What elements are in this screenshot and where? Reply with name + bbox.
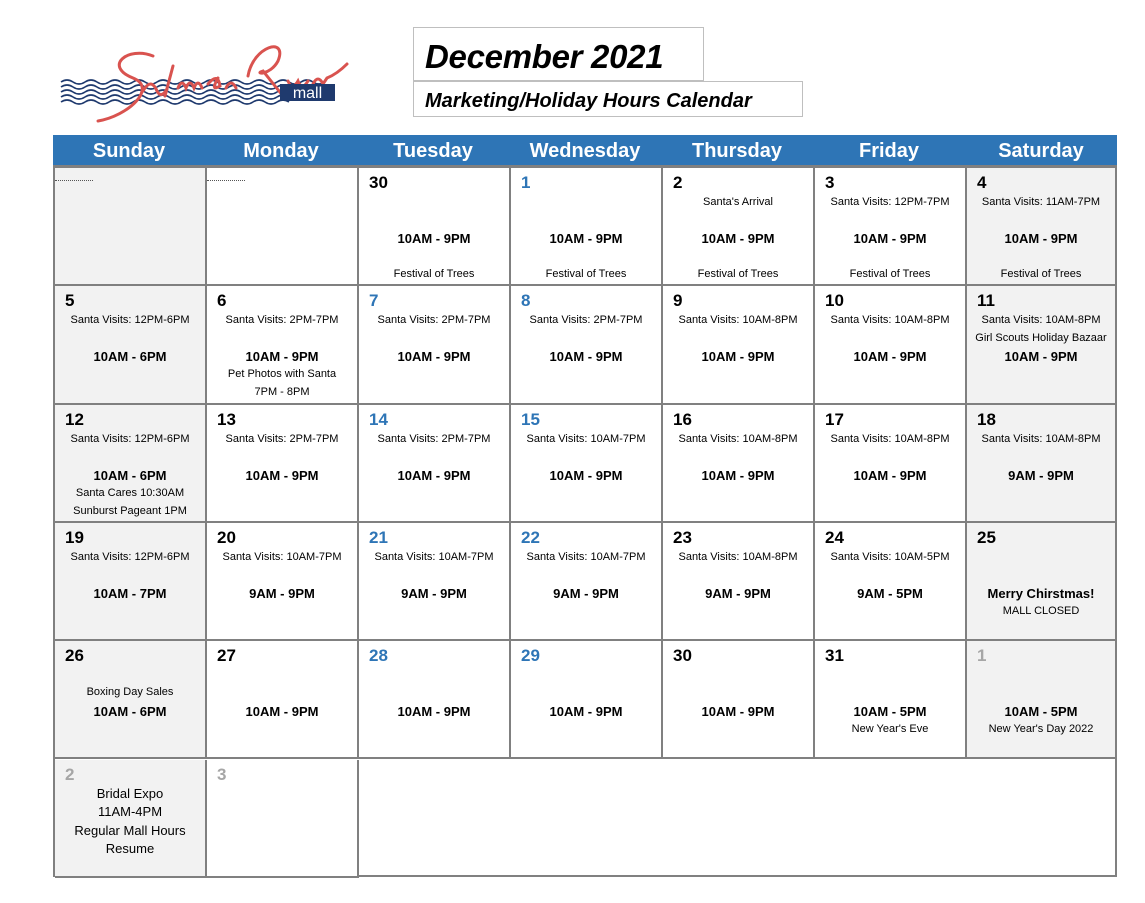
day-cell: [815, 523, 967, 641]
day-cell: [55, 168, 207, 286]
mall-hours: 10AM - 5PM: [1004, 704, 1078, 720]
mall-hours: 10AM - 5PM: [853, 704, 927, 720]
mall-hours: 10AM - 9PM: [397, 704, 471, 720]
event-note: Girl Scouts Holiday Bazaar: [975, 332, 1107, 345]
event-note: Resume: [105, 841, 155, 856]
day-cell: [55, 523, 207, 641]
event-note: New Year's Day 2022: [988, 723, 1094, 736]
santa-visits: Santa Visits: 10AM-8PM: [678, 432, 798, 445]
day-cell: [207, 286, 359, 404]
day-cell: [207, 405, 359, 523]
mall-hours: 9AM - 9PM: [1008, 467, 1074, 483]
santa-visits: Santa's Arrival: [703, 196, 773, 208]
day-number: 26: [65, 646, 84, 666]
mall-hours: 10AM - 9PM: [701, 231, 775, 246]
mall-hours: 10AM - 9PM: [1004, 349, 1078, 365]
mall-hours: 10AM - 9PM: [549, 704, 623, 720]
santa-visits: Santa Visits: 12PM-6PM: [70, 550, 190, 563]
santa-visits: Santa Visits: 10AM-7PM: [374, 550, 494, 563]
santa-visits: Santa Visits: 10AM-8PM: [830, 432, 950, 445]
mall-hours: 10AM - 9PM: [245, 704, 319, 720]
day-number: 6: [217, 291, 227, 311]
day-cell: [359, 523, 511, 641]
subtitle-box: [413, 81, 803, 117]
mall-hours: 10AM - 9PM: [701, 467, 775, 483]
title-box: [413, 27, 704, 81]
day-cell: [359, 286, 511, 404]
day-number: 29: [521, 646, 540, 666]
mall-hours: 10AM - 9PM: [397, 467, 471, 483]
santa-visits: Santa Visits: 10AM-5PM: [830, 550, 950, 563]
santa-visits: Santa Visits: 10AM-8PM: [678, 550, 798, 563]
mall-hours: 9AM - 9PM: [705, 585, 771, 601]
mall-hours: 10AM - 9PM: [853, 231, 927, 246]
mall-hours: 9AM - 5PM: [857, 585, 923, 601]
santa-visits: Santa Visits: 2PM-7PM: [377, 314, 491, 327]
weekday-thursday: Thursday: [691, 140, 783, 162]
santa-visits: Santa Visits: 2PM-7PM: [225, 314, 339, 327]
day-number: 30: [673, 646, 692, 666]
day-cell: [55, 286, 207, 404]
day-cell: [815, 168, 967, 286]
mall-hours: 10AM - 9PM: [245, 467, 319, 483]
mall-hours: 10AM - 6PM: [93, 704, 167, 720]
event-note: Sunburst Pageant 1PM: [73, 504, 187, 517]
event-note: Boxing Day Sales: [86, 686, 174, 699]
day-cell: [663, 405, 815, 523]
page-title: December 2021: [425, 38, 664, 75]
day-number: 7: [369, 291, 379, 311]
santa-visits: Santa Visits: 2PM-7PM: [377, 432, 491, 445]
day-cell: [511, 168, 663, 286]
day-number: 24: [825, 527, 844, 547]
day-cell: [55, 760, 207, 878]
placeholder-dash: [55, 180, 93, 181]
mall-hours: 10AM - 9PM: [853, 467, 927, 483]
santa-visits: Santa Visits: 12PM-6PM: [70, 432, 190, 445]
santa-visits: Santa Visits: 2PM-7PM: [529, 314, 643, 327]
day-cell: [967, 641, 1115, 759]
santa-visits: Santa Visits: 12PM-6PM: [70, 314, 190, 327]
day-cell: [815, 405, 967, 523]
day-number: 5: [65, 291, 75, 311]
day-number: 30: [369, 173, 388, 192]
mall-hours: 10AM - 9PM: [853, 349, 927, 365]
day-number: 20: [217, 527, 236, 547]
event-note: New Year's Eve: [851, 723, 929, 736]
day-number: 1: [521, 173, 531, 192]
placeholder-dash: [207, 180, 245, 181]
mall-hours: 10AM - 9PM: [549, 467, 623, 483]
mall-hours: 10AM - 6PM: [93, 467, 167, 483]
weekday-header: [53, 135, 1117, 165]
weekday-wednesday: Wednesday: [529, 140, 641, 162]
santa-visits: Santa Visits: 10AM-7PM: [526, 550, 646, 563]
santa-visits: Santa Visits: 10AM-8PM: [830, 314, 950, 327]
event-note: Festival of Trees: [697, 268, 779, 280]
day-cell: [511, 405, 663, 523]
day-number: 2: [673, 173, 683, 192]
salmon-run-mall-logo: [58, 26, 343, 130]
event-note: MALL CLOSED: [1002, 604, 1080, 617]
day-number: 17: [825, 409, 844, 429]
event-note: Festival of Trees: [849, 268, 931, 280]
santa-visits: Santa Visits: 11AM-7PM: [981, 196, 1101, 208]
event-note: 11AM-4PM: [97, 804, 163, 819]
day-number: 8: [521, 291, 531, 311]
mall-hours: 10AM - 9PM: [549, 349, 623, 365]
day-number: 27: [217, 646, 236, 666]
calendar: [53, 135, 1117, 877]
santa-visits: Santa Visits: 10AM-7PM: [222, 550, 342, 563]
mall-hours: 10AM - 9PM: [245, 349, 319, 365]
day-number: 3: [825, 173, 835, 192]
day-number: 15: [521, 409, 540, 429]
day-cell: [511, 641, 663, 759]
santa-visits: Santa Visits: 10AM-8PM: [981, 314, 1101, 327]
day-number: 23: [673, 527, 692, 547]
day-cell: [663, 168, 815, 286]
day-number: 12: [65, 409, 84, 429]
santa-visits: Santa Visits: 10AM-8PM: [678, 314, 798, 327]
day-cell: [815, 286, 967, 404]
weekday-tuesday: Tuesday: [393, 140, 473, 162]
day-cell: [663, 641, 815, 759]
day-cell: [55, 641, 207, 759]
logo-graphic: [58, 26, 343, 130]
day-cell: [815, 641, 967, 759]
day-cell: [55, 405, 207, 523]
day-cell: [207, 760, 359, 878]
mall-hours: 10AM - 9PM: [397, 231, 471, 246]
mall-hours: 9AM - 9PM: [553, 585, 619, 601]
weekday-saturday: Saturday: [998, 140, 1084, 162]
mall-hours: 10AM - 9PM: [397, 349, 471, 365]
day-cell: [511, 523, 663, 641]
day-cell: [207, 168, 359, 286]
day-number: 14: [369, 409, 388, 429]
day-cell: [967, 523, 1115, 641]
mall-hours: 10AM - 9PM: [701, 349, 775, 365]
weekday-sunday: Sunday: [92, 140, 166, 162]
day-number: 31: [825, 646, 844, 666]
event-note: 7PM - 8PM: [254, 386, 310, 399]
day-number: 4: [977, 173, 987, 192]
day-cell: [359, 168, 511, 286]
day-number: 10: [825, 291, 844, 311]
day-number: 16: [673, 409, 692, 429]
day-number: 3: [217, 764, 227, 784]
mall-hours: 10AM - 6PM: [93, 349, 167, 365]
day-cell: [207, 523, 359, 641]
calendar-grid: [53, 165, 1117, 877]
day-cell: [359, 641, 511, 759]
day-number: 22: [521, 527, 540, 547]
day-number: 2: [65, 764, 75, 784]
day-number: 18: [977, 409, 996, 429]
mall-hours: 10AM - 9PM: [701, 704, 775, 720]
day-number: 1: [977, 646, 987, 666]
mall-hours: 10AM - 7PM: [93, 585, 167, 601]
day-cell: [359, 405, 511, 523]
holiday-greeting: Merry Chirstmas!: [987, 585, 1095, 601]
mall-hours: 9AM - 9PM: [249, 585, 315, 601]
santa-visits: Santa Visits: 2PM-7PM: [225, 432, 339, 445]
day-cell: [663, 523, 815, 641]
event-note: Bridal Expo: [96, 785, 164, 801]
weekday-friday: Friday: [858, 140, 920, 162]
day-number: 13: [217, 409, 236, 429]
event-note: Festival of Trees: [393, 268, 475, 280]
day-number: 28: [369, 646, 388, 666]
santa-visits: Santa Visits: 10AM-8PM: [981, 432, 1101, 445]
event-note: Pet Photos with Santa: [227, 368, 337, 381]
mall-hours: 10AM - 9PM: [1004, 231, 1078, 246]
logo-mall-text: mall: [292, 85, 323, 102]
mall-hours: 10AM - 9PM: [549, 231, 623, 246]
event-note: Regular Mall Hours: [74, 822, 186, 838]
day-cell: [967, 405, 1115, 523]
day-cell: [511, 286, 663, 404]
weekday-monday: Monday: [243, 140, 319, 162]
day-number: 9: [673, 291, 683, 311]
page-subtitle: Marketing/Holiday Hours Calendar: [425, 90, 752, 112]
day-cell: [663, 286, 815, 404]
event-note: Santa Cares 10:30AM: [75, 486, 185, 499]
day-number: 25: [977, 527, 996, 547]
event-note: Festival of Trees: [545, 268, 627, 280]
mall-hours: 9AM - 9PM: [401, 585, 467, 601]
day-number: 19: [65, 527, 84, 547]
event-note: Festival of Trees: [1000, 268, 1082, 280]
day-cell: [967, 286, 1115, 404]
day-number: 11: [977, 291, 995, 311]
day-number: 21: [369, 527, 388, 547]
santa-visits: Santa Visits: 12PM-7PM: [830, 196, 950, 208]
day-cell: [207, 641, 359, 759]
santa-visits: Santa Visits: 10AM-7PM: [526, 432, 646, 445]
day-cell: [967, 168, 1115, 286]
